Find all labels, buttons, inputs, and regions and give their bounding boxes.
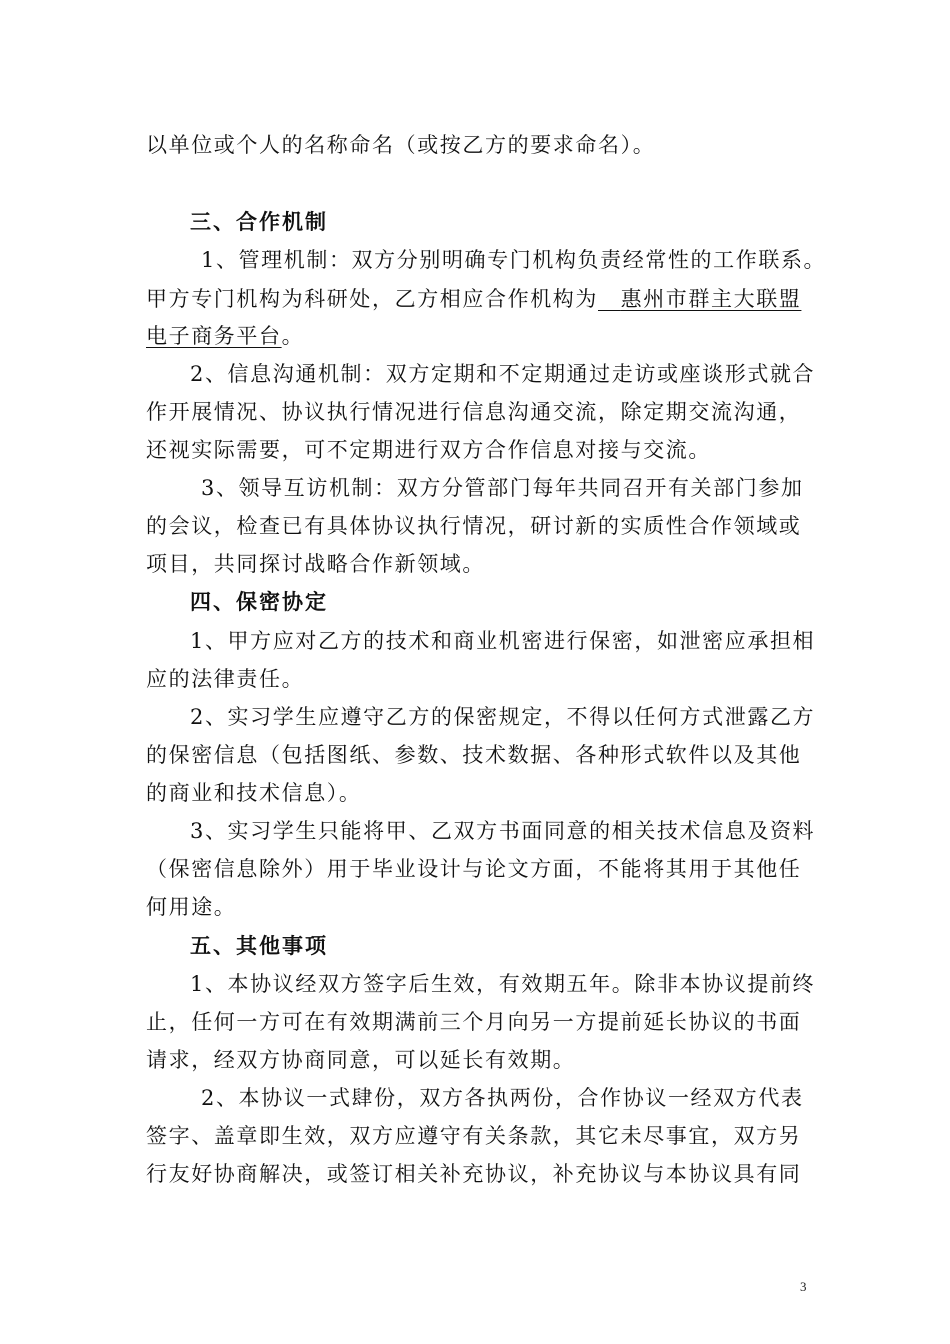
section-heading-confidentiality: 四、保密协定: [190, 589, 328, 614]
paragraph-line: 的会议，检查已有具体协议执行情况，研讨新的实质性合作领域或: [146, 514, 802, 538]
paragraph-line: 2、本协议一式肆份，双方各执两份，合作协议一经双方代表: [201, 1086, 804, 1110]
paragraph-line: 请求，经双方协商同意，可以延长有效期。: [146, 1048, 576, 1072]
paragraph-line: 2、信息沟通机制：双方定期和不定期通过走访或座谈形式就合: [190, 362, 816, 386]
paragraph-line: 3、实习学生只能将甲、乙双方书面同意的相关技术信息及资料: [190, 819, 816, 843]
paragraph-line: 2、实习学生应遵守乙方的保密规定，不得以任何方式泄露乙方: [190, 705, 816, 729]
paragraph-text: 。: [281, 324, 305, 348]
paragraph-line: 项目，共同探讨战略合作新领域。: [146, 552, 485, 576]
paragraph-line: 何用途。: [146, 895, 237, 919]
paragraph-line: 1、本协议经双方签字后生效，有效期五年。除非本协议提前终: [190, 972, 816, 996]
partner-name-part-2: 电子商务平台: [146, 324, 282, 348]
section-heading-other-matters: 五、其他事项: [190, 933, 328, 958]
paragraph-line: 签字、盖章即生效，双方应遵守有关条款，其它未尽事宜，双方另: [146, 1124, 802, 1148]
partner-name-part-1: 惠州市群主大联盟: [620, 287, 802, 311]
paragraph-line: 3、领导互访机制：双方分管部门每年共同召开有关部门参加: [201, 476, 804, 500]
paragraph-line: 的保密信息（包括图纸、参数、技术数据、各种形式软件以及其他: [146, 743, 802, 767]
paragraph-line: 还视实际需要，可不定期进行双方合作信息对接与交流。: [146, 438, 711, 462]
paragraph-line: 行友好协商解决，或签订相关补充协议，补充协议与本协议具有同: [146, 1162, 802, 1186]
section-heading-cooperation-mechanism: 三、合作机制: [190, 209, 328, 234]
paragraph-line: 应的法律责任。: [146, 667, 305, 691]
paragraph-line: 的商业和技术信息）。: [146, 781, 362, 805]
paragraph-line: [146, 321, 826, 351]
paragraph-line: 1、甲方应对乙方的技术和商业机密进行保密，如泄密应承担相: [190, 629, 816, 653]
page-number: 3: [800, 1279, 807, 1294]
paragraph-line: [146, 284, 826, 314]
paragraph-line: 止，任何一方可在有效期满前三个月向另一方提前延长协议的书面: [146, 1010, 802, 1034]
paragraph-line: 以单位或个人的名称命名（或按乙方的要求命名）。: [146, 133, 656, 157]
paragraph-line: （保密信息除外）用于毕业设计与论文方面，不能将其用于其他任: [146, 857, 802, 881]
paragraph-line: 作开展情况、协议执行情况进行信息沟通交流，除定期交流沟通，: [146, 400, 802, 424]
paragraph-text: 甲方专门机构为科研处，乙方相应合作机构为: [146, 287, 598, 311]
paragraph-line: 1、管理机制：双方分别明确专门机构负责经常性的工作联系。: [201, 248, 827, 272]
underlined-partner-name: [598, 287, 801, 311]
